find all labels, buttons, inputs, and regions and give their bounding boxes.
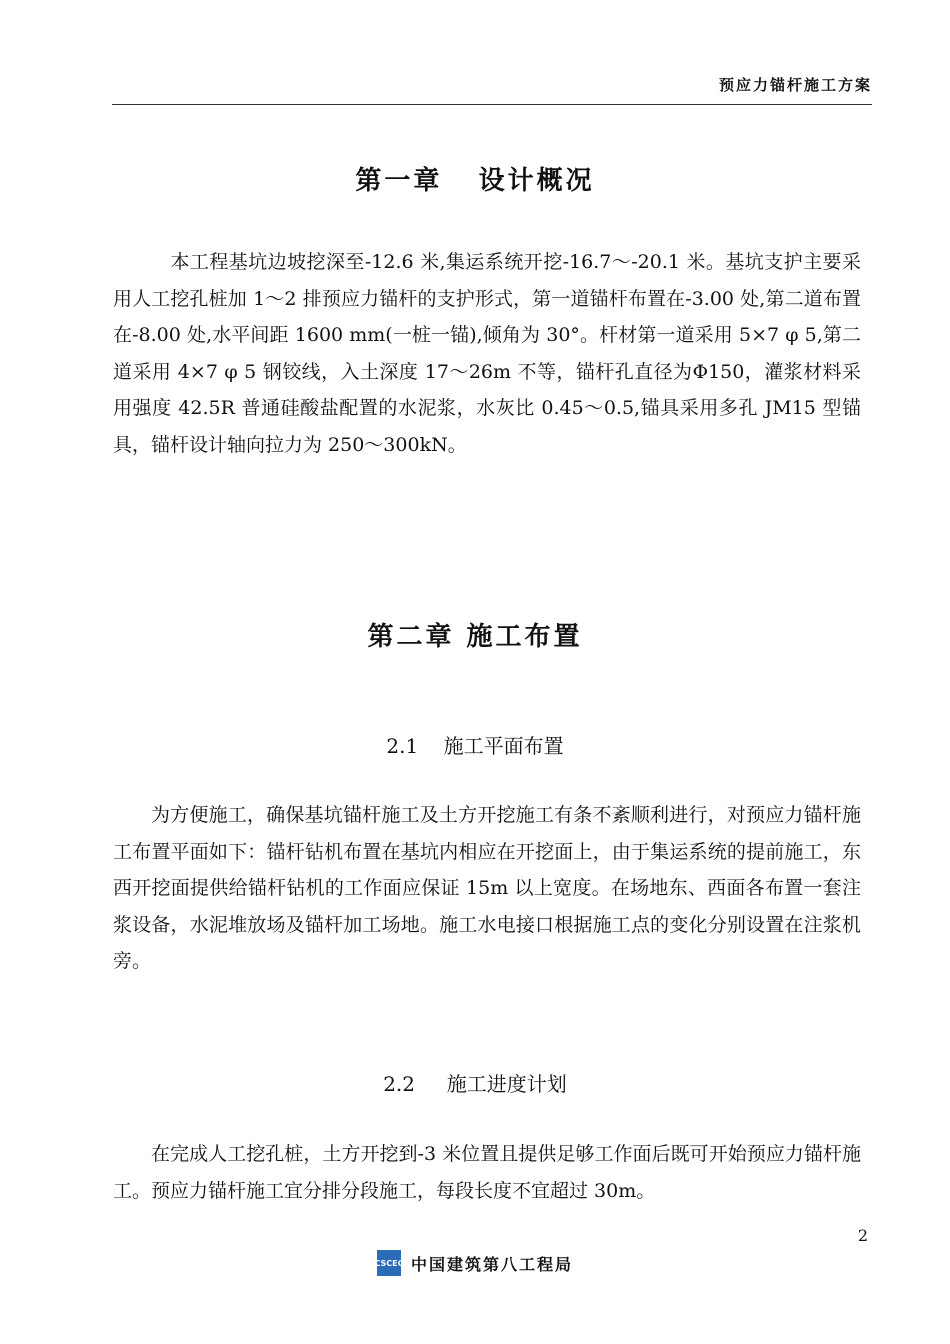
footer-company-name: 中国建筑第八工程局: [410, 1254, 573, 1274]
page-footer: [0, 1250, 950, 1276]
chapter-1-title: 第一章 设计概况: [355, 166, 595, 196]
logo-text: CSCEC: [374, 1258, 404, 1268]
section-2-1-paragraph: 为方便施工，确保基坑锚杆施工及土方开挖施工有条不紊顺利进行，对预应力锚杆施工布置平面如下：锚杆钻机布置在基坑内相应在开挖面上，由于集运系统的提前施工，东西开挖面提供给锚杆钻机的工作面应保证 15m 以上宽度。在场地东、西面各布置一套注浆设备，水泥堆放场及锚杆加工场地。施工水电接口根据施工点的变化分别设置在注浆机旁。: [113, 804, 861, 972]
section-2-1-title: 2.1 施工平面布置: [386, 734, 564, 758]
cscec-logo-icon: [374, 1250, 404, 1276]
section-2-2-paragraph: 在完成人工挖孔桩，土方开挖到-3 米位置且提供足够工作面后既可开始预应力锚杆施工。预应力锚杆施工宜分排分段施工，每段长度不宜超过 30m。: [113, 1143, 861, 1202]
header-divider: [112, 104, 872, 105]
chapter-1-paragraph: 本工程基坑边坡挖深至-12.6 米,集运系统开挖-16.7～-20.1 米。基坑支护主要采用人工挖孔桩加 1～2 排预应力锚杆的支护形式，第一道锚杆布置在-3.00 处,第二道布置在-8.00 处,水平间距 1600 mm(一桩一锚),倾角为 30°。杆材第一道采用 5×7 φ 5,第二道采用 4×7 φ 5 钢铰线，入土深度 17～26m 不等，锚杆孔直径为Φ150，灌浆材料采用强度 42.5R 普通硅酸盐配置的水泥浆，水灰比 0.45～0.5,锚具采用多孔 JM15 型锚具，锚杆设计轴向拉力为 250～300kN。: [113, 251, 861, 456]
page-number: 2: [857, 1226, 868, 1245]
chapter-2-title: 第二章 施工布置: [367, 622, 583, 652]
running-header: 预应力锚杆施工方案: [718, 76, 872, 94]
section-2-2-title: 2.2 施工进度计划: [383, 1072, 567, 1096]
